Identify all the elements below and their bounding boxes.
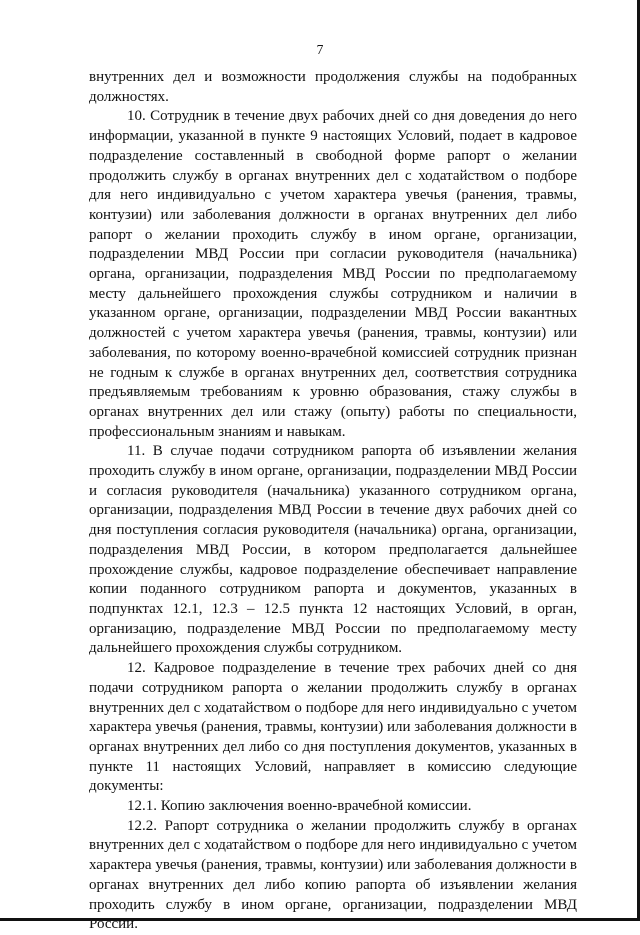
paragraph-12-1: 12.1. Копию заключения военно-врачебной комиссии. (127, 798, 472, 815)
paragraph-12-2: 12.2. Рапорт сотрудника о желании продолжить службу в органах внутренних дел с ходатайством о подборе для него индивидуально с учетом характера увечья (ранения, травмы, контузии) или заболевания должности в органах внутренних дел либо копию рапорта об изъявлении желания проходить службу в ином органе, организации, подразделении МВД России. (89, 817, 577, 933)
document-body (89, 68, 577, 935)
page-number: 7 (316, 42, 324, 57)
paragraph-12: 12. Кадровое подразделение в течение трех рабочих дней со дня подачи сотрудником рапорта о желании продолжить службу в органах внутренних дел с ходатайством о подборе для него индивидуально с учетом характера увечья (ранения, травмы, контузии) или заболевания должности в органах внутренних дел либо со дня поступления документов, указанных в пункте 11 настоящих Условий, направляет в комиссию следующие документы: (89, 660, 577, 795)
paragraph-10: 10. Сотрудник в течение двух рабочих дней со дня доведения до него информации, указанной в пункте 9 настоящих Условий, подает в кадровое подразделение составленный в свободной форме рапорт о желании продолжить службу в органах внутренних дел с ходатайством о подборе для него индивидуально с учетом характера увечья (ранения, травмы, контузии) или заболевания должности в органах внутренних дел либо рапорт о желании проходить службу в ином органе, организации, подразделении МВД России при согласии руководителя (начальника) органа, организации, подразделения МВД России по предполагаемому месту дальнейшего прохождения службы сотрудником и наличии в указанном органе, организации, подразделении МВД России вакантных должностей с учетом характера увечья (ранения, травмы, контузии) или заболевания, по которому военно-врачебной комиссией сотрудник признан не годным к службе в органах внутренних дел, соответствия сотрудника предъявляемым требованиям к уровню образования, стажу службы в органах внутренних дел или стажу (опыту) работы по специальности, профессиональным знаниям и навыкам. (89, 108, 577, 440)
paragraph-11: 11. В случае подачи сотрудником рапорта об изъявлении желания проходить службу в ином органе, организации, подразделении МВД России и согласия руководителя (начальника) указанного сотрудником органа, организации, подразделения МВД России в течение двух рабочих дней со дня поступления согласия руководителя (начальника) органа, организации, подразделения МВД России, в котором предполагается дальнейшее прохождение службы, кадровое подразделение обеспечивает направление копии поданного сотрудником рапорта и документов, указанных в подпунктах 12.1, 12.3 – 12.5 пункта 12 настоящих Условий, в орган, организацию, подразделение МВД России по предполагаемому месту дальнейшего прохождения службы сотрудником. (89, 443, 577, 657)
paragraph-continuation: внутренних дел и возможности продолжения службы на подобранных должностях. (89, 69, 577, 105)
